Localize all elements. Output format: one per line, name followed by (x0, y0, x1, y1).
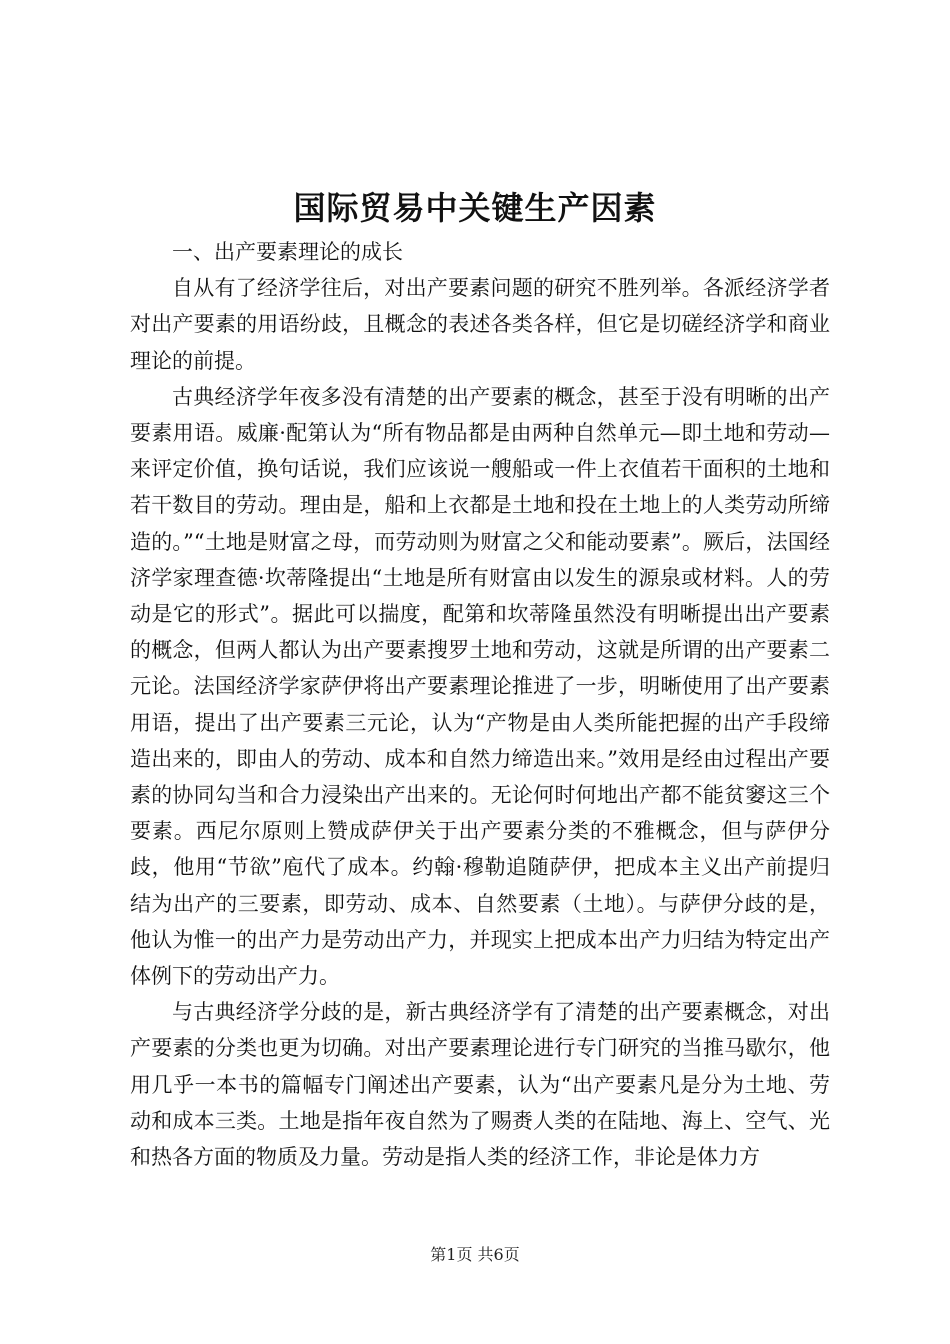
document-title: 国际贸易中关键生产因素 (293, 189, 657, 227)
document-body (130, 234, 830, 1175)
paragraph: 与古典经济学分歧的是，新古典经济学有了清楚的出产要素概念，对出产要素的分类也更为切确。对出产要素理论进行专门研究的当推马歇尔，他用几乎一本书的篇幅专门阐述出产要素，认为“出产要素凡是分为土地、劳动和成本三类。土地是指年夜自然为了赐赉人类的在陆地、海上、空气、光和热各方面的物质及力量。劳动是指人类的经济工作，非论是体力方 (130, 1000, 830, 1170)
section-heading: 一、出产要素理论的成长 (172, 240, 403, 264)
paragraph: 古典经济学年夜多没有清楚的出产要素的概念，甚至于没有明晰的出产要素用语。威廉·配第认为“所有物品都是由两种自然单元—即土地和劳动—来评定价值，换句话说，我们应该说一艘船或一件上衣值若干面积的土地和若干数目的劳动。理由是，船和上衣都是土地和投在土地上的人类劳动所缔造的。”“土地是财富之母，而劳动则为财富之父和能动要素”。厥后，法国经济学家理查德·坎蒂隆提出“土地是所有财富由以发生的源泉或材料。人的劳动是它的形式”。据此可以揣度，配第和坎蒂隆虽然没有明晰提出出产要素的概念，但两人都认为出产要素搜罗土地和劳动，这就是所谓的出产要素二元论。法国经济学家萨伊将出产要素理论推进了一步，明晰使用了出产要素用语，提出了出产要素三元论，认为“产物是由人类所能把握的出产手段缔造出来的，即由人的劳动、成本和自然力缔造出来。”效用是经由过程出产要素的协同勾当和合力浸染出产出来的。无论何时何地出产都不能贫窭这三个要素。西尼尔原则上赞成萨伊关于出产要素分类的不雅概念，但与萨伊分歧，他用“节欲”庖代了成本。约翰·穆勒追随萨伊，把成本主义出产前提归结为出产的三要素，即劳动、成本、自然要素（土地）。与萨伊分歧的是，他认为惟一的出产力是劳动出产力，并现实上把成本出产力归结为特定出产体例下的劳动出产力。 (130, 384, 830, 989)
paragraph: 自从有了经济学往后，对出产要素问题的研究不胜列举。各派经济学者对出产要素的用语纷歧，且概念的表述各类各样，但它是切磋经济学和商业理论的前提。 (130, 276, 830, 373)
page-footer: 第1页 共6页 (430, 1245, 520, 1264)
